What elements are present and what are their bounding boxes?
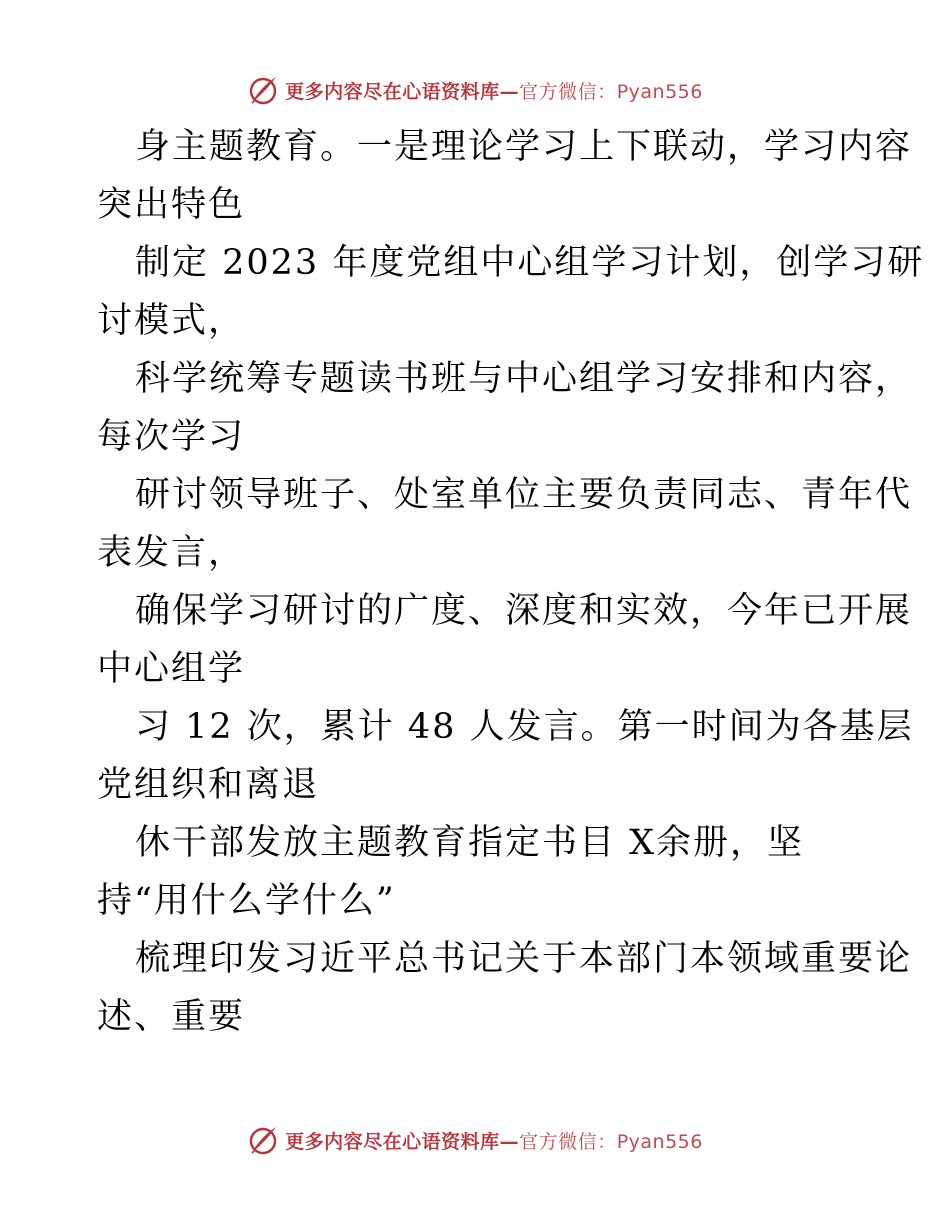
footer-banner-dash: — — [499, 1130, 520, 1153]
text-line: 习 12 次，累计 48 人发言。第一时间为各基层 — [135, 707, 914, 747]
text-line: 每次学习 — [97, 417, 246, 457]
text-line: 党组织和离退 — [97, 765, 320, 805]
footer-banner-tail: 官方微信： — [519, 1130, 617, 1153]
text-line: 讨模式， — [97, 301, 246, 341]
header-banner — [0, 70, 950, 110]
text-line: 持“用什么学什么” — [97, 881, 396, 921]
text-line: 休干部发放主题教育指定书目 X余册，坚 — [135, 823, 805, 863]
feather-pen-circle-icon — [247, 1124, 279, 1156]
text-line: 表发言， — [97, 533, 246, 573]
text-line: 制定 2023 年度党组中心组学习计划，创学习研 — [135, 243, 925, 283]
footer-banner — [0, 1120, 950, 1160]
footer-banner-id: Pyan556 — [616, 1130, 703, 1153]
text-line: 科学统筹专题读书班与中心组学习安排和内容， — [135, 359, 913, 399]
header-banner-lead: 更多内容尽在心语资料库 — [285, 80, 500, 103]
header-banner-dash: — — [499, 80, 520, 103]
header-banner-text — [285, 77, 703, 104]
text-line: 述、重要 — [97, 997, 246, 1037]
footer-banner-text — [285, 1127, 703, 1154]
text-line: 突出特色 — [97, 185, 246, 225]
footer-banner-lead: 更多内容尽在心语资料库 — [285, 1130, 500, 1153]
text-line: 身主题教育。一是理论学习上下联动，学习内容 — [135, 127, 913, 167]
document-body — [97, 118, 925, 1046]
text-line: 研讨领导班子、处室单位主要负责同志、青年代 — [135, 475, 913, 515]
text-line: 梳理印发习近平总书记关于本部门本领域重要论 — [135, 939, 913, 979]
text-line: 确保学习研讨的广度、深度和实效，今年已开展 — [135, 591, 913, 631]
header-banner-id: Pyan556 — [616, 80, 703, 103]
feather-pen-circle-icon — [247, 74, 279, 106]
header-banner-tail: 官方微信： — [519, 80, 617, 103]
text-line: 中心组学 — [97, 649, 246, 689]
